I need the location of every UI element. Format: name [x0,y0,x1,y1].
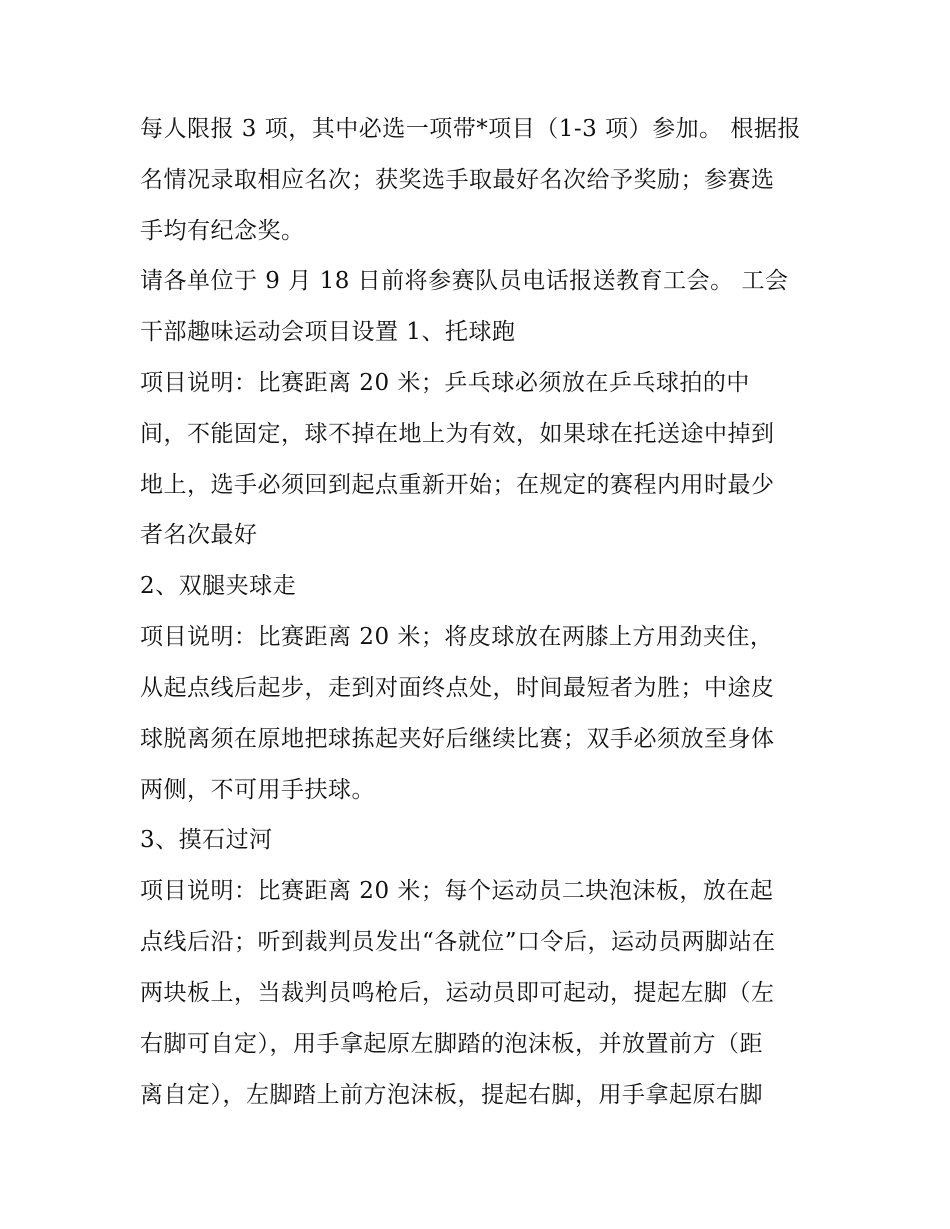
text-line: 两侧，不可用手扶球。 [140,777,375,803]
text-line: 项目说明：比赛距离 20 米；将皮球放在两膝上方用劲夹住， [140,624,774,650]
section-heading: 3、摸石过河 [140,827,273,853]
text-line: 项目说明：比赛距离 20 米；每个运动员二块泡沫板，放在起 [140,878,774,904]
text-line: 干部趣味运动会项目设置 1、托球跑 [140,319,516,345]
text-line: 请各单位于 9 月 18 日前将参赛队员电话报送教育工会。 工会 [140,268,789,294]
section-heading: 2、双腿夹球走 [140,573,297,599]
text-line: 手均有纪念奖。 [140,218,305,244]
text-line: 点线后沿；听到裁判员发出“各就位”口令后，运动员两脚站在 [140,929,776,955]
text-line: 名情况录取相应名次；获奖选手取最好名次给予奖励；参赛选 [140,167,775,193]
text-line: 项目说明：比赛距离 20 米；乒乓球必须放在乒乓球拍的中 [140,370,750,396]
text-line: 球脱离须在原地把球拣起夹好后继续比赛；双手必须放至身体 [140,726,775,752]
text-line: 从起点线后起步，走到对面终点处，时间最短者为胜；中途皮 [140,675,775,701]
text-line: 离自定），左脚踏上前方泡沫板，提起右脚，用手拿起原右脚 [140,1082,763,1108]
text-line: 右脚可自定），用手拿起原左脚踏的泡沫板，并放置前方（距 [140,1031,763,1057]
text-line: 间，不能固定，球不掉在地上为有效，如果球在托送途中掉到 [140,421,775,447]
text-line: 两块板上，当裁判员鸣枪后，运动员即可起动，提起左脚（左 [140,980,775,1006]
text-line: 每人限报 3 项，其中必选一项带*项目（1-3 项）参加。 根据报 [140,116,801,142]
text-line: 地上，选手必须回到起点重新开始；在规定的赛程内用时最少 [140,472,775,498]
text-line: 者名次最好 [140,522,258,548]
